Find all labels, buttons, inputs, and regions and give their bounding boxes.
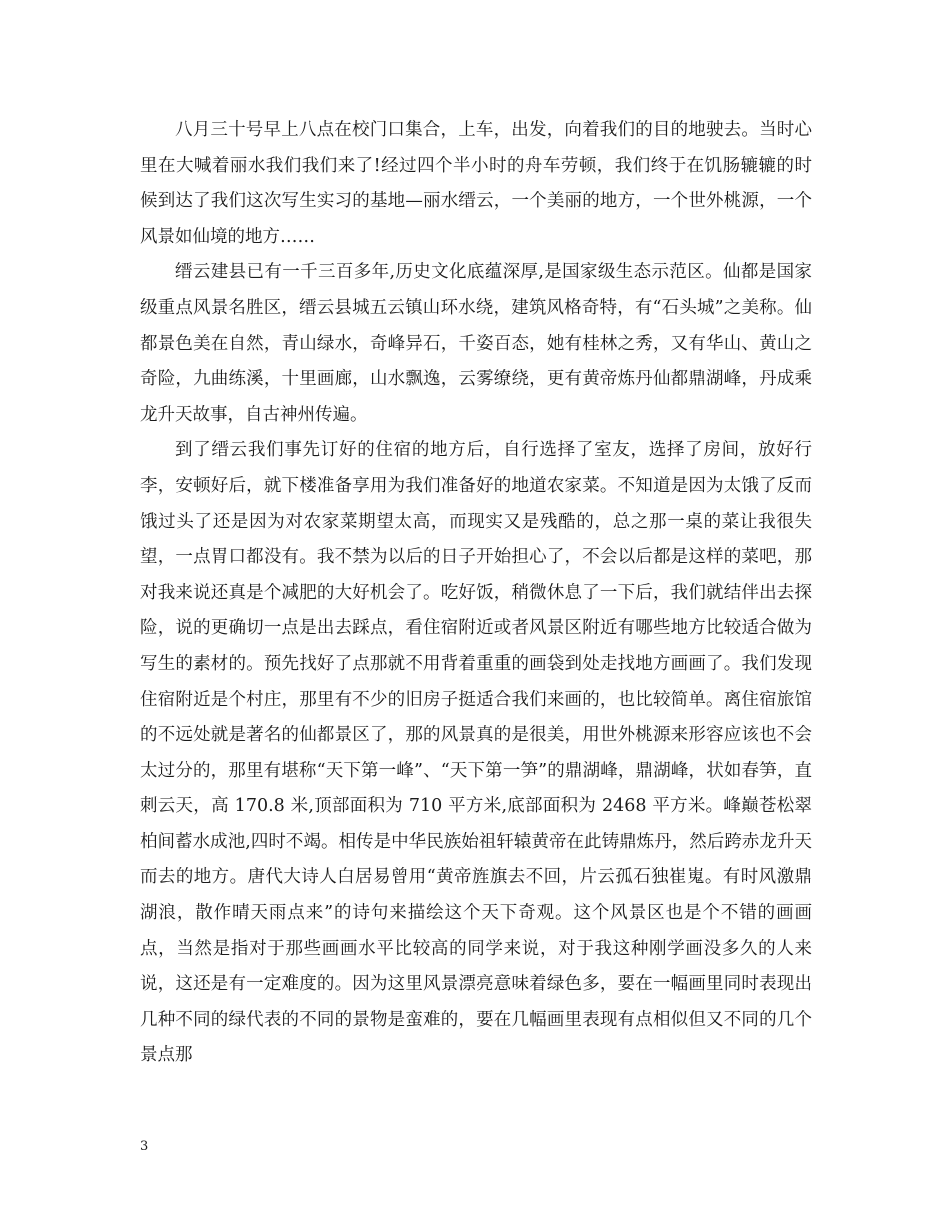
paragraph-3: 到了缙云我们事先订好的住宿的地方后，自行选择了室友，选择了房间，放好行李，安顿好后，就下楼准备享用为我们准备好的地道农家菜。不知道是因为太饿了反而饿过头了还是因为对农家菜期望太高，而现实又是残酷的，总之那一桌的菜让我很失望，一点胃口都没有。我不禁为以后的日子开始担心了，不会以后都是这样的菜吧，那对我来说还真是个减肥的大好机会了。吃好饭，稍微休息了一下后，我们就结伴出去探险，说的更确切一点是出去踩点，看住宿附近或者风景区附近有哪些地方比较适合做为写生的素材的。预先找好了点那就不用背着重重的画袋到处走找地方画画了。我们发现住宿附近是个村庄，那里有不少的旧房子挺适合我们来画的，也比较简单。离住宿旅馆的不远处就是著名的仙都景区了，那的风景真的是很美，用世外桃源来形容应该也不会太过分的，那里有堪称“天下第一峰”、“天下第一笋”的鼎湖峰，鼎湖峰，状如春笋，直刺云天，高 170.8 米,顶部面积为 710 平方米,底部面积为 2468 平方米。峰巅苍松翠柏间蓄水成池,四时不竭。相传是中华民族始祖轩辕黄帝在此铸鼎炼丹，然后跨赤龙升天而去的地方。唐代大诗人白居易曾用“黄帝旌旗去不回，片云孤石独崔嵬。有时风激鼎湖浪，散作晴天雨点来”的诗句来描绘这个天下奇观。这个风景区也是个不错的画画点，当然是指对于那些画画水平比较高的同学来说，对于我这种刚学画没多久的人来说，这还是有一定难度的。因为这里风景漂亮意味着绿色多，要在一幅画里同时表现出几种不同的绿代表的不同的景物是蛮难的，要在几幅画里表现有点相似但又不同的几个景点那 bbox=[140, 440, 812, 1066]
paragraph-1: 八月三十号早上八点在校门口集合，上车，出发，向着我们的目的地驶去。当时心里在大喊着丽水我们我们来了!经过四个半小时的舟车劳顿，我们终于在饥肠辘辘的时候到达了我们这次写生实习的基地—丽水缙云，一个美丽的地方，一个世外桃源，一个风景如仙境的地方…… bbox=[140, 120, 812, 247]
paragraph-2: 缙云建县已有一千三百多年,历史文化底蕴深厚,是国家级生态示范区。仙都是国家级重点风景名胜区，缙云县城五云镇山环水绕，建筑风格奇特，有“石头城”之美称。仙都景色美在自然，青山绿水，奇峰异石，千姿百态，她有桂林之秀，又有华山、黄山之奇险，九曲练溪，十里画廊，山水飘逸，云雾缭绕，更有黄帝炼丹仙都鼎湖峰，丹成乘龙升天故事，自古神州传遍。 bbox=[140, 262, 812, 425]
document-body bbox=[140, 113, 812, 1074]
page-number: 3 bbox=[140, 1139, 149, 1154]
